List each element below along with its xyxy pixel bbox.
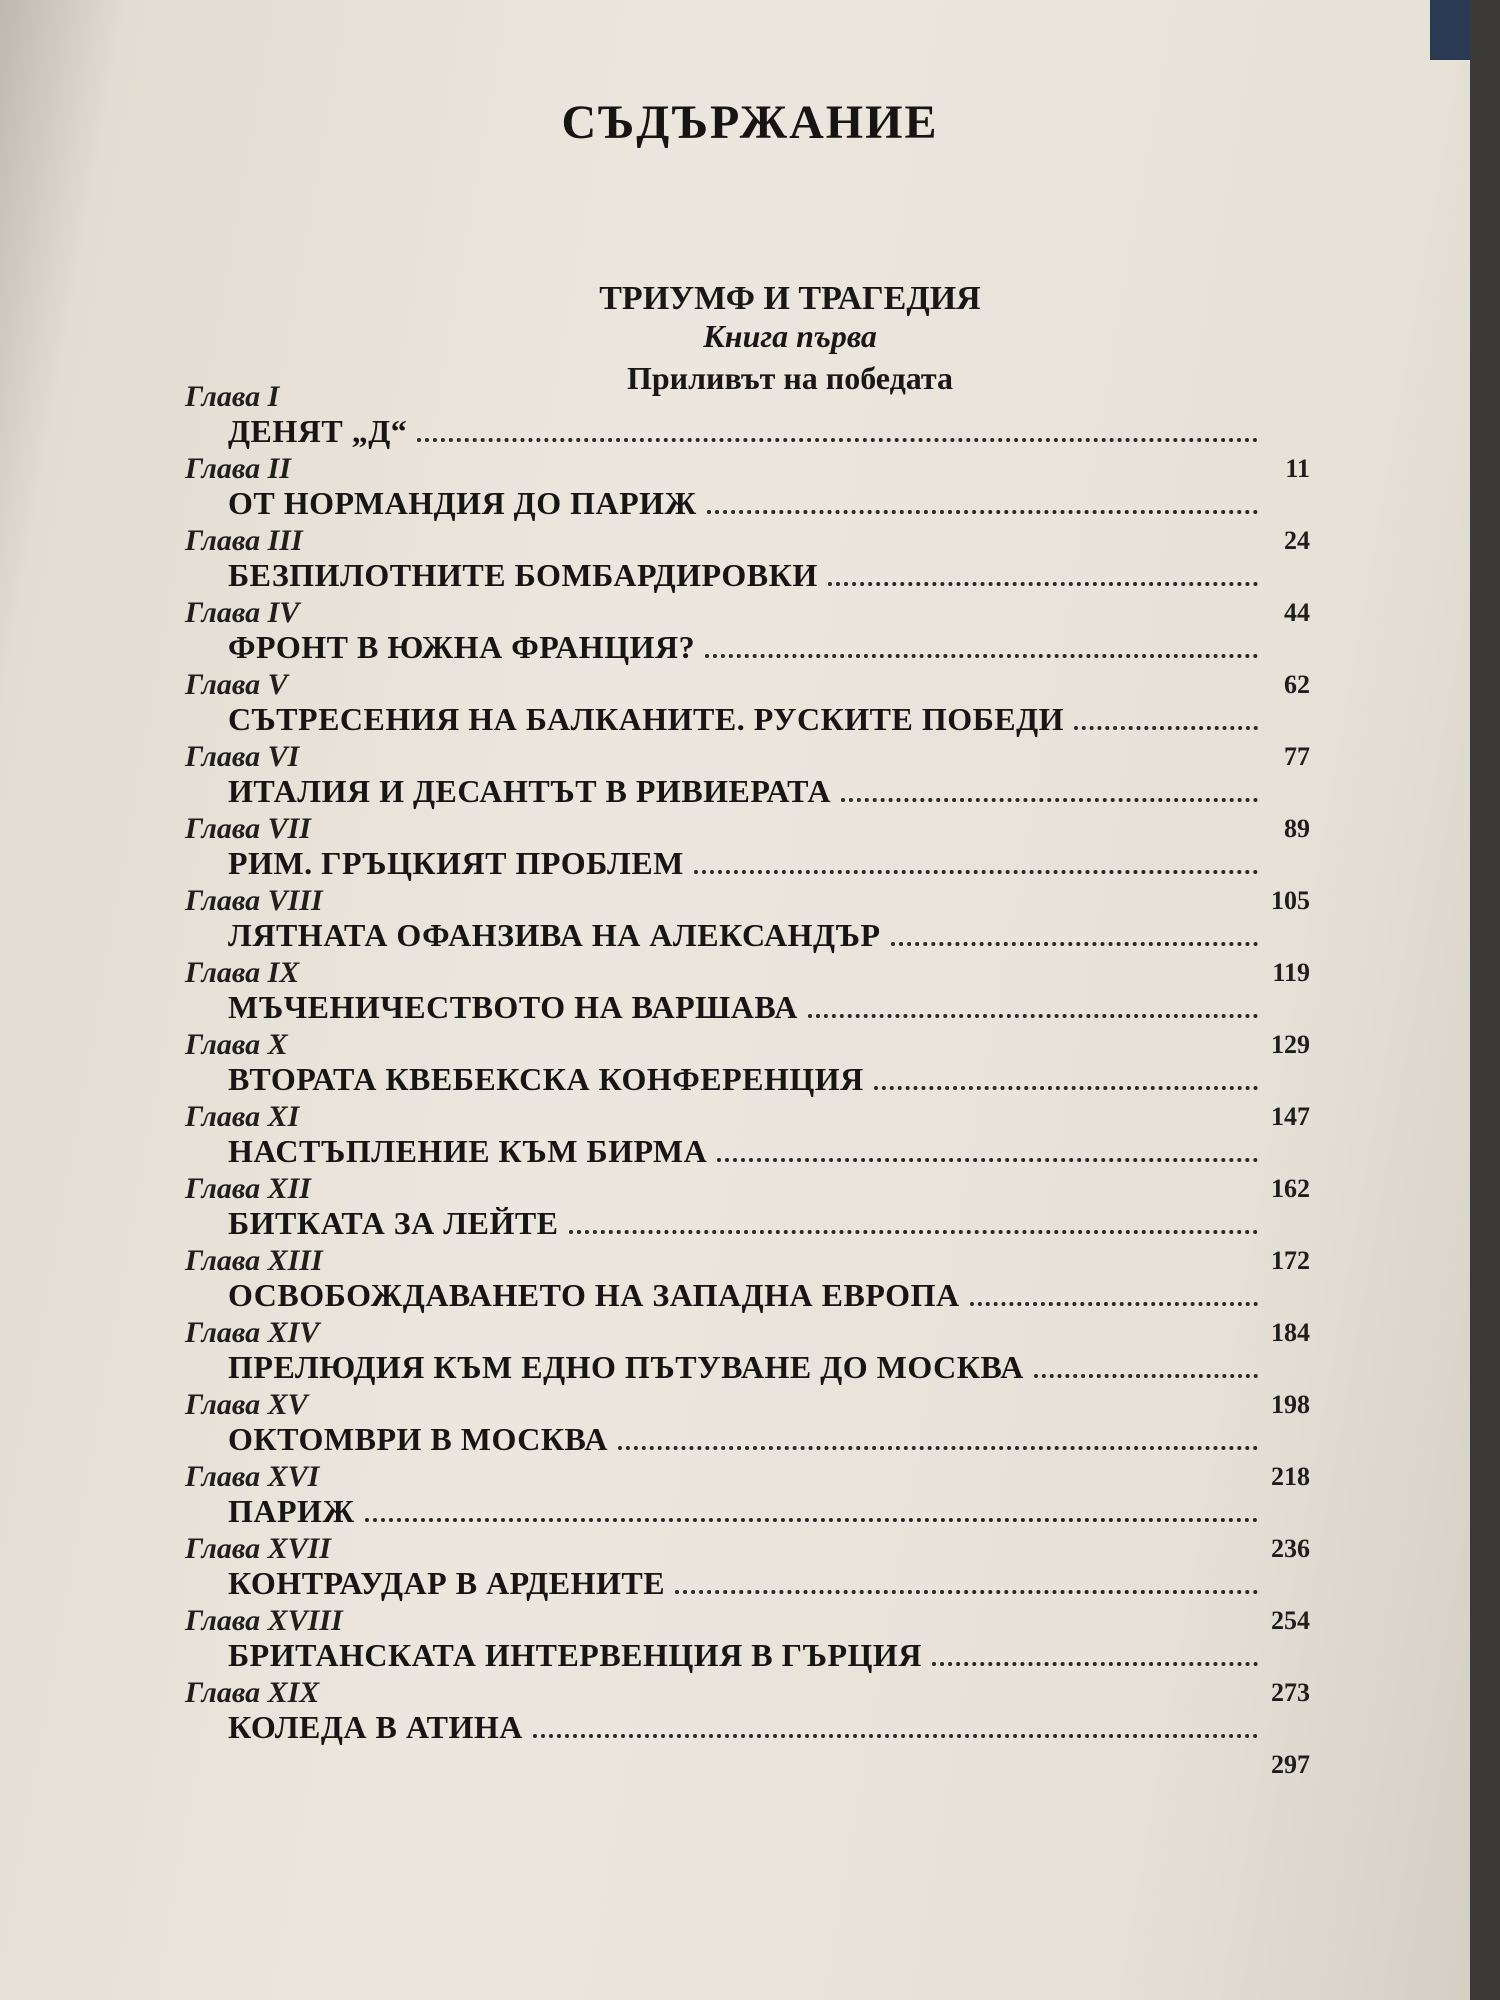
- chapter-label: Глава IV: [185, 596, 300, 629]
- page-number: 162: [1271, 1174, 1310, 1203]
- chapter-label: Глава VII: [185, 812, 311, 845]
- dot-leader: [694, 870, 1258, 874]
- chapter-label: Глава X: [185, 1028, 288, 1061]
- page-number: 24: [1284, 526, 1310, 555]
- chapter-title: КОНТРАУДАР В АРДЕНИТЕ: [228, 1565, 666, 1601]
- chapter-label: Глава XIV: [185, 1316, 320, 1349]
- dot-leader: [705, 654, 1258, 658]
- chapter-title: ПРЕЛЮДИЯ КЪМ ЕДНО ПЪТУВАНЕ ДО МОСКВА: [228, 1349, 1024, 1385]
- dot-leader: [841, 798, 1258, 802]
- page-number: 105: [1271, 886, 1310, 915]
- page-number: 11: [1285, 454, 1310, 483]
- toc-entry: [0, 1676, 1500, 1779]
- page-number: 77: [1284, 742, 1310, 771]
- chapter-title: ПАРИЖ: [228, 1493, 355, 1529]
- entry-row: [228, 1706, 1310, 1779]
- chapter-title: СЪТРЕСЕНИЯ НА БАЛКАНИТЕ. РУСКИТЕ ПОБЕДИ: [228, 701, 1065, 737]
- page-number: 236: [1271, 1534, 1310, 1563]
- dot-leader: [1034, 1374, 1258, 1378]
- page-number: 129: [1271, 1030, 1310, 1059]
- chapter-title: ОТ НОРМАНДИЯ ДО ПАРИЖ: [228, 485, 697, 521]
- dot-leader: [891, 942, 1258, 946]
- page-title: СЪДЪРЖАНИЕ: [561, 96, 939, 149]
- chapter-title: КОЛЕДА В АТИНА: [228, 1709, 523, 1745]
- chapter-label: Глава I: [185, 380, 280, 413]
- dot-leader: [707, 510, 1258, 514]
- dot-leader: [417, 438, 1258, 442]
- dot-leader: [675, 1590, 1258, 1594]
- chapter-label: Глава III: [185, 524, 303, 557]
- page-number: 198: [1271, 1390, 1310, 1419]
- page-number: 89: [1284, 814, 1310, 843]
- chapter-title: ФРОНТ В ЮЖНА ФРАНЦИЯ?: [228, 629, 696, 665]
- page-number: 297: [1271, 1750, 1310, 1779]
- dot-leader: [569, 1230, 1258, 1234]
- chapter-title: ДЕНЯТ „Д“: [228, 413, 408, 449]
- dot-leader: [717, 1158, 1258, 1162]
- page-number: 147: [1271, 1102, 1310, 1131]
- page-number: 172: [1271, 1246, 1310, 1275]
- chapter-title: ОСВОБОЖДАВАНЕТО НА ЗАПАДНА ЕВРОПА: [228, 1277, 960, 1313]
- dot-leader: [932, 1662, 1258, 1666]
- chapter-title: ОКТОМВРИ В МОСКВА: [228, 1421, 608, 1457]
- chapter-title: ВТОРАТА КВЕБЕКСКА КОНФЕРЕНЦИЯ: [228, 1061, 864, 1097]
- chapter-label: Глава XIII: [185, 1244, 323, 1277]
- dot-leader: [828, 582, 1258, 586]
- dot-leader: [365, 1518, 1258, 1522]
- part-title: ТРИУМФ И ТРАГЕДИЯ: [599, 280, 981, 317]
- chapter-title: МЪЧЕНИЧЕСТВОТО НА ВАРШАВА: [228, 989, 798, 1025]
- page-number: 218: [1271, 1462, 1310, 1491]
- dot-leader: [533, 1734, 1258, 1738]
- chapter-label: Глава V: [185, 668, 288, 701]
- chapter-label: Глава XVIII: [185, 1604, 343, 1637]
- chapter-label: Глава II: [185, 452, 291, 485]
- chapter-title: ЛЯТНАТА ОФАНЗИВА НА АЛЕКСАНДЪР: [228, 917, 881, 953]
- page-number: 119: [1272, 958, 1310, 987]
- chapter-label: Глава VIII: [185, 884, 323, 917]
- chapter-label: Глава XII: [185, 1172, 311, 1205]
- dot-leader: [970, 1302, 1258, 1306]
- book-title: Приливът на победата: [626, 360, 954, 396]
- chapter-label: Глава XVII: [185, 1532, 331, 1565]
- page-number: 62: [1284, 670, 1310, 699]
- chapter-label: Глава XVI: [185, 1460, 320, 1493]
- page-number: 254: [1271, 1606, 1310, 1635]
- chapter-label: Глава XV: [185, 1388, 308, 1421]
- dot-leader: [808, 1014, 1258, 1018]
- chapter-title: ИТАЛИЯ И ДЕСАНТЪТ В РИВИЕРАТА: [228, 773, 831, 809]
- page-number: 273: [1271, 1678, 1310, 1707]
- chapter-label: Глава XI: [185, 1100, 300, 1133]
- chapter-title: НАСТЪПЛЕНИЕ КЪМ БИРМА: [228, 1133, 708, 1169]
- chapter-title: РИМ. ГРЪЦКИЯТ ПРОБЛЕМ: [228, 845, 684, 881]
- book-label: Книга първа: [703, 318, 877, 354]
- cover-corner: [1430, 0, 1470, 60]
- chapter-title: БЕЗПИЛОТНИТЕ БОМБАРДИРОВКИ: [228, 557, 818, 593]
- chapter-label: Глава IX: [185, 956, 300, 989]
- dot-leader: [1074, 726, 1258, 730]
- chapter-label: Глава XIX: [185, 1676, 320, 1709]
- table-of-contents: [0, 380, 1500, 1779]
- chapter-title: БИТКАТА ЗА ЛЕЙТЕ: [228, 1205, 559, 1241]
- page-number: 44: [1284, 598, 1310, 627]
- chapter-title: БРИТАНСКАТА ИНТЕРВЕНЦИЯ В ГЪРЦИЯ: [228, 1637, 922, 1673]
- dot-leader: [874, 1086, 1258, 1090]
- page-number: 184: [1271, 1318, 1310, 1347]
- chapter-label: Глава VI: [185, 740, 300, 773]
- dot-leader: [618, 1446, 1258, 1450]
